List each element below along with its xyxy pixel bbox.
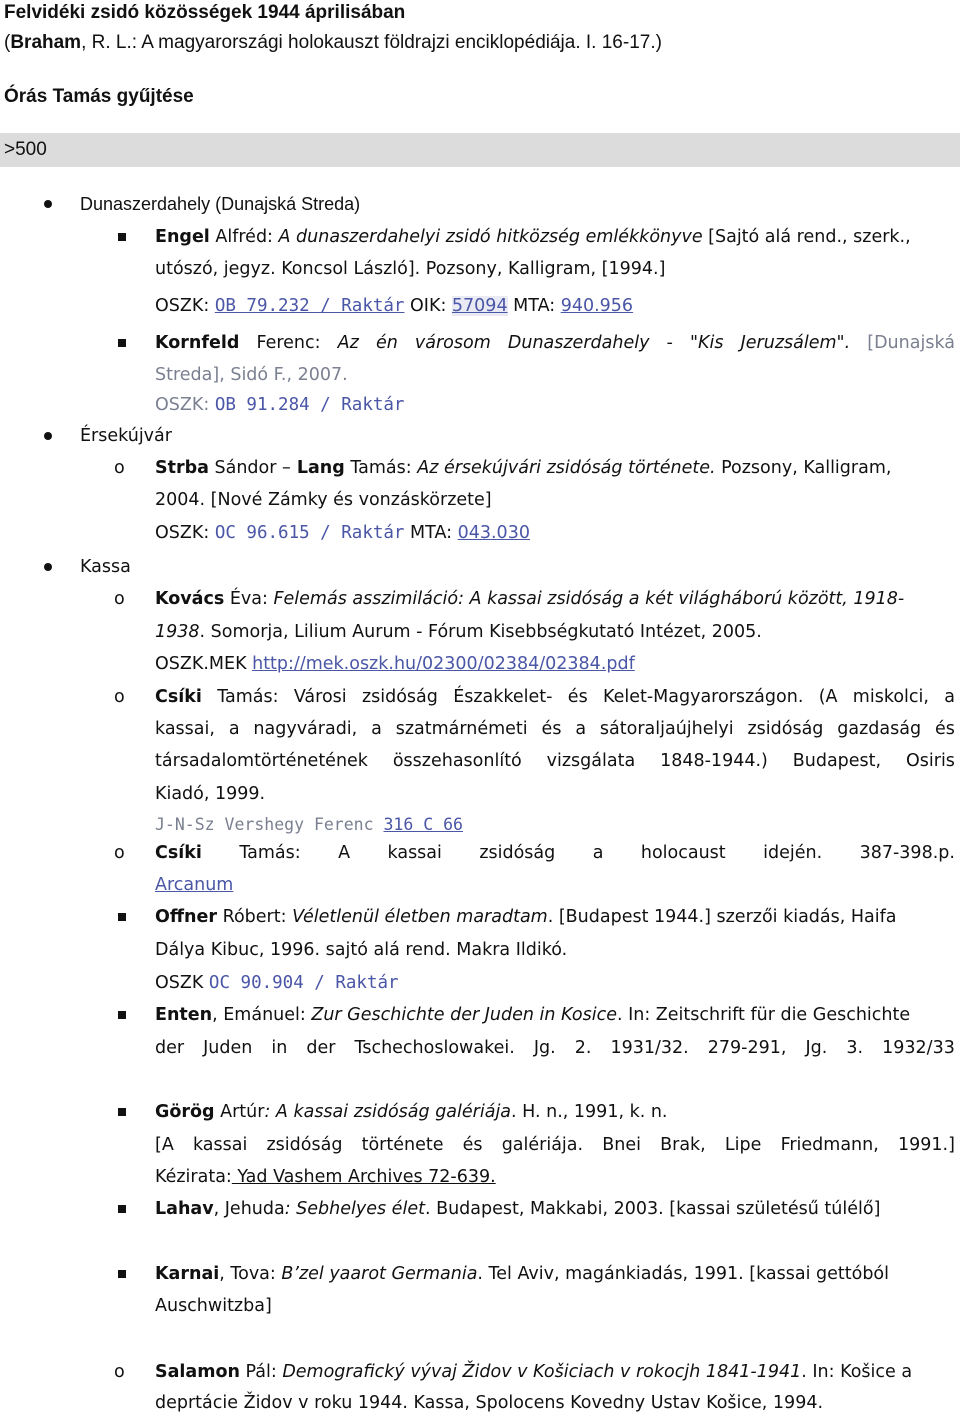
entry-csiki1-line2 [155,714,955,744]
author-name: Karnai [155,1264,220,1284]
entry-text: – [282,458,291,478]
author-name: Csíki [155,843,202,863]
entry-word: összehasonlító [392,751,522,771]
entry-text: . H. n., 1991, k. n. [511,1102,668,1122]
entry-csiki1-line4: Kiadó, 1999. [155,784,266,804]
entry-offner-holdings [155,968,399,998]
square-bullet [118,1108,126,1116]
circle-bullet: o [114,687,125,707]
oszk-label: OSZK: [155,395,215,415]
work-title: 1938 [155,622,200,642]
square-bullet [118,339,126,347]
entry-text: Tamás: [344,458,418,478]
entry-word: der [155,1038,185,1058]
entry-word: 1991.] [897,1135,955,1155]
mta-number-link[interactable]: 940.956 [560,296,634,316]
entry-word: zsidóság [747,719,824,739]
mta-label: MTA: [404,523,458,543]
oik-label: OIK: [404,296,452,316]
source-author: Braham [10,32,82,53]
entry-karnai-line2: Auschwitzba] [155,1296,272,1316]
entry-word: [Dunajská [867,333,955,353]
entry-word: 279-291, [707,1038,787,1058]
bullet-dot [44,432,52,440]
entry-kornfeld-holdings [155,390,404,420]
entry-word: [A [155,1135,174,1155]
entry-text: Alfréd: [209,227,279,247]
work-title: Felemás asszimiláció: A kassai zsidóság a két világháború között, 1918- [273,589,905,609]
author-name: Lahav [155,1199,214,1219]
entry-engel-holdings [155,291,633,321]
entry-word: Ferenc: [256,333,321,353]
document-title: Felvidéki zsidó közösségek 1944 áprilisában [4,2,406,23]
entry-word: holocaust [640,843,726,863]
entry-word: kassai [387,843,442,863]
entry-word: kassai, [155,719,215,739]
entry-word: Kelet-Magyarországon. [602,687,804,707]
entry-word: 1931/32. [610,1038,689,1058]
square-bullet [118,233,126,241]
author-name: Engel [155,227,210,247]
entry-word: Brak, [660,1135,706,1155]
entry-csiki1-line1 [155,682,955,712]
entry-word: Juden [203,1038,253,1058]
entry-offner-line2: Dálya Kibuc, 1996. sajtó alá rend. Makra Ildikó. [155,940,568,960]
entry-word: Tschechoslowakei. [354,1038,515,1058]
source-rest: , R. L.: A magyarországi holokauszt földrajzi enciklopédiája. I. 16-17.) [81,32,662,53]
entry-word: Osiris [906,751,955,771]
circle-bullet: o [114,589,125,609]
entry-word: - [666,333,673,353]
author-name: Strba [155,458,209,478]
entry-word: és [541,719,562,739]
collection-title: Órás Tamás gyűjtése [4,86,194,107]
entry-strba-line1 [155,453,891,483]
entry-kovacs-line2 [155,617,762,647]
entry-word: 387-398.p. [859,843,955,863]
entry-text: , Emánuel: [212,1005,312,1025]
circle-bullet: o [114,458,125,478]
entry-word: galériája. [501,1135,584,1155]
mek-pdf-link[interactable]: http://mek.oszk.hu/02300/02384/02384.pdf [252,654,635,674]
entry-gorog-line1 [155,1097,668,1127]
bullet-dot [44,563,52,571]
entry-word: gazdaság [837,719,922,739]
work-title: B’zel yaarot Germania [281,1264,478,1284]
entry-word: Tamás: [239,843,301,863]
entry-text: Róbert: [217,907,293,927]
entry-csiki1-line3 [155,746,955,776]
entry-word: 1848-1944.) [660,751,768,771]
entry-text: Artúr [214,1102,265,1122]
work-title: Demografický vývaj Židov v Košiciach v rokocjh 1841-1941 [282,1362,802,1382]
entry-word: Az [337,333,359,353]
entry-word: és [934,719,955,739]
entry-word: története [361,1135,444,1155]
entry-word: a [944,687,955,707]
library-label: J-N-Sz Vershegy Ferenc [155,815,384,834]
entry-word: Jg. [805,1038,828,1058]
entry-word: A [338,843,351,863]
entry-word: Lipe [724,1135,762,1155]
entry-kovacs-line1 [155,584,904,614]
entry-text: . [Budapest 1944.] szerzői kiadás, Haifa [547,907,897,927]
place-dunaszerdahely: Dunaszerdahely (Dunajská Streda) [80,194,361,214]
author-name: Lang [290,458,345,478]
entry-word: társadalomtörténetének [155,751,368,771]
entry-word: Bnei [602,1135,641,1155]
entry-word: sátoraljaújhelyi [599,719,734,739]
arcanum-link[interactable]: Arcanum [155,875,234,895]
author-name: Salamon [155,1362,240,1382]
entry-word: zsidóság [479,843,556,863]
entry-strba-holdings [155,518,530,548]
oszk-call-number[interactable]: OC 96.615 / Raktár [214,523,405,543]
work-title: : Sebhelyes élet [284,1199,425,1219]
manuscript-label: Kézirata: [155,1167,232,1187]
entry-word: Városi [293,687,347,707]
entry-word: nagyváradi, [253,719,358,739]
entry-text: Éva: [224,589,274,609]
entry-engel-line1 [155,222,911,252]
oik-number-link[interactable]: 57094 [451,296,508,316]
work-title: Véletlenül életben maradtam [292,907,548,927]
entry-word: der [306,1038,336,1058]
entry-lahav-line1 [155,1194,880,1224]
entry-word: vizsgálata [546,751,636,771]
entry-salamon-line1 [155,1357,912,1387]
entry-word: zsidóság [361,687,438,707]
entry-enten-line1 [155,1000,910,1030]
entry-gorog-line2 [155,1130,955,1160]
oszk-label: OSZK.MEK [155,654,253,674]
entry-text: Pozsony, Kalligram, [715,458,892,478]
work-title: : A kassai zsidóság galériája [264,1102,512,1122]
entry-karnai-line1 [155,1259,889,1289]
entry-csiki1-holdings [155,810,463,840]
entry-salamon-line2: deprtácie Židov v roku 1944. Kassa, Spolocens Kovedny Ustav Košice, 1994. [155,1393,824,1413]
work-title: A dunaszerdahelyi zsidó hitközség emlékkönyve [278,227,703,247]
work-title: Az érsekújvári zsidóság története. [417,458,716,478]
square-bullet [118,1270,126,1278]
count-label: >500 [4,139,47,160]
work-title: Zur Geschichte der Juden in Kosice [311,1005,617,1025]
entry-csiki2-line1 [155,838,955,868]
source-citation [4,30,662,56]
entry-word: Dunaszerdahely [507,333,650,353]
square-bullet [118,913,126,921]
entry-word: kassai [192,1135,248,1155]
oszk-call-number[interactable]: OC 90.904 / Raktár [208,973,399,993]
entry-strba-line2: 2004. [Nové Zámky és vonzáskörzete] [155,490,492,510]
entry-kornfeld-line2: Streda], Sidó F., 2007. [155,365,348,385]
entry-word: és [567,687,588,707]
entry-word: 3. [846,1038,864,1058]
entry-word: Jeruzsálem". [740,333,851,353]
yad-vashem-link[interactable]: Yad Vashem Archives 72-639. [231,1167,496,1187]
oszk-call-number[interactable]: OB 79.232 / Raktár [214,296,405,316]
source-prefix: ( [4,32,11,53]
entry-word: Tamás: [217,687,279,707]
entry-kovacs-holdings [155,649,635,679]
author-name: Görög [155,1102,215,1122]
entry-word: idején. [763,843,823,863]
mta-number-link[interactable]: 043.030 [457,523,530,543]
entry-text: Pál: [239,1362,283,1382]
bullet-dot [44,200,52,208]
entry-word: a [575,719,587,739]
entry-text: , Jehuda [213,1199,285,1219]
entry-word: Jg. [533,1038,556,1058]
entry-text: . Budapest, Makkabi, 2003. [kassai születésű túlélő] [424,1199,881,1219]
entry-text: . Somorja, Lilium Aurum - Fórum Kisebbségkutató Intézet, 2005. [199,622,762,642]
square-bullet [118,1011,126,1019]
entry-word: "Kis [689,333,724,353]
entry-word: én [375,333,398,353]
oszk-label: OSZK: [155,523,215,543]
entry-word: szatmárnémeti [395,719,528,739]
entry-word: miskolci, [852,687,929,707]
entry-text: . In: Zeitschrift für die Geschichte [616,1005,911,1025]
entry-word: és [462,1135,483,1155]
entry-word: in [271,1038,288,1058]
entry-text: Sándor [208,458,282,478]
entry-word: 2. [574,1038,592,1058]
entry-gorog-line3 [155,1162,496,1192]
entry-word: Budapest, [792,751,882,771]
count-band [0,133,960,167]
author-name: Enten [155,1005,213,1025]
entry-word: zsidóság [266,1135,343,1155]
entry-text: . Tel Aviv, magánkiadás, 1991. [kassai gettóból [477,1264,889,1284]
entry-word: városom [414,333,491,353]
oszk-label: OSZK: [155,296,215,316]
author-name: Csíki [155,687,202,707]
circle-bullet: o [114,843,125,863]
entry-kornfeld-line1 [155,328,955,358]
entry-engel-line2: utószó, jegyz. Koncsol László]. Pozsony, Kalligram, [1994.] [155,259,666,279]
oszk-label: OSZK [155,973,209,993]
entry-word: Északkelet- [453,687,553,707]
entry-word: a [371,719,382,739]
entry-text: [Sajtó alá rend., szerk., [702,227,911,247]
entry-enten-line2 [155,1033,955,1063]
call-number-link[interactable]: 316 C 66 [383,815,463,834]
mta-label: MTA: [507,296,561,316]
entry-offner-line1 [155,902,897,932]
oszk-call-number[interactable]: OB 91.284 / Raktár [214,395,405,415]
square-bullet [118,1205,126,1213]
entry-word: Friedmann, [780,1135,879,1155]
entry-text: , Tova: [219,1264,282,1284]
circle-bullet: o [114,1362,125,1382]
entry-word: (A [818,687,838,707]
author-name: Offner [155,907,218,927]
entry-word: a [592,843,604,863]
entry-text: . In: Košice a [801,1362,913,1382]
entry-word: 1932/33 [882,1038,955,1058]
place-kassa: Kassa [80,557,131,577]
entry-csiki2-line2 [155,870,233,900]
place-ersekujvar: Érsekújvár [80,426,172,446]
entry-word: a [228,719,240,739]
author-name: Kovács [155,589,225,609]
author-name: Kornfeld [155,333,240,353]
